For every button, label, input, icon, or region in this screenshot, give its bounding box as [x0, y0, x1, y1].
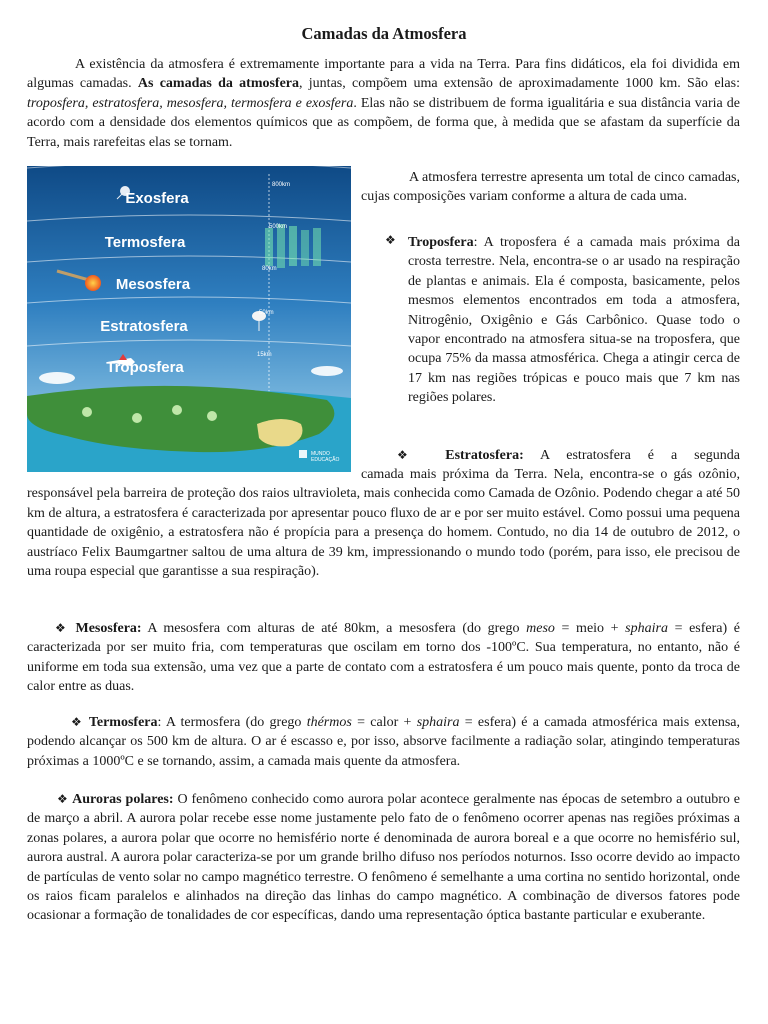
figure-layer-label: Exosfera	[125, 190, 189, 207]
troposfera-paragraph	[385, 233, 740, 408]
termosfera-paragraph: ❖ Termosfera: A termosfera (do grego thérmos = calor + sphaira = esfera) é a camada atmosférica mais extensa, podendo alcançar os 500 km de altura. O ar é escasso e, por isso, absorve facilmente a radiação solar, atingindo temperaturas próximas a 1000ºC e se tornando, assim, a camada mais quente da atmosfera.	[27, 715, 740, 769]
mesosfera-heading: Mesosfera:	[75, 621, 142, 636]
intro-paragraph	[27, 55, 740, 152]
auroras-heading: Auroras polares:	[72, 792, 174, 807]
figure-layer-label: Mesosfera	[115, 276, 191, 293]
svg-text:EDUCAÇÃO: EDUCAÇÃO	[311, 457, 340, 463]
four-diamond-bullet-icon: ❖	[71, 715, 84, 729]
estratosfera-heading: Estratosfera:	[445, 448, 524, 463]
atmosphere-illustration	[27, 166, 351, 472]
estratosfera-text: A estratosfera é a segunda	[523, 448, 740, 463]
figure-layer-label: Troposfera	[106, 359, 184, 376]
figure-layer-label: Termosfera	[104, 234, 186, 251]
svg-text:MUNDO: MUNDO	[311, 451, 330, 457]
troposfera-section	[385, 233, 740, 408]
estratosfera-text: camada mais próxima da Terra. Nela, encontra-se o gás ozônio, responsável pela barreira de proteção dos raios ultravioleta, mais conhecida como Camada de Ozônio. Podendo chegar a até 50 km de altura, a estratosfera é caracterizada por apresentar pouco fluxo de ar e por ser muito estável. Como possui uma pequena quantidade de oxigênio, a estratosfera não é propícia para a presença do homem. Contudo, no dia 14 de outubro de 2012, o austríaco Felix Baumgartner saltou de uma altura de 39 km, impressionando o mundo todo (porém, para isso, ele precisou de uma roupa especial que garantisse a sua respiração).	[27, 467, 740, 580]
figure-altitude-label: 500km	[269, 224, 288, 230]
four-diamond-bullet-icon: ❖	[385, 233, 396, 247]
atmosphere-layers-figure	[27, 166, 351, 472]
figure-altitude-label: 15km	[257, 352, 272, 358]
intro-text: , juntas, compõem uma extensão de aproximadamente 1000 km. São elas:	[299, 76, 740, 92]
estratosfera-paragraph	[27, 465, 740, 581]
figure-layer-label: Estratosfera	[100, 318, 188, 335]
four-diamond-bullet-icon: ❖	[55, 621, 69, 635]
four-diamond-bullet-icon: ❖	[397, 448, 422, 462]
page-title: Camadas da Atmosfera	[301, 24, 467, 43]
figure-altitude-label: 80km	[262, 266, 277, 272]
intro-text: . Elas não se distribuem de forma igualitária e sua distância varia de acordo com a densidade dos elementos químicos que as compõem, de forma que, à medida que se afastam da superfície da Terra, mais rarefeitas elas se tornam.	[27, 95, 740, 150]
termosfera-heading: Termosfera	[88, 715, 158, 730]
auroras-text: O fenômeno conhecido como aurora polar acontece geralmente nas épocas de setembro a outubro e de março a abril. A aurora polar recebe esse nome justamente pelo fato de o fenômeno ocorrer apenas nas regiões próximas a zonas polares, a aurora polar que ocorre no hemisfério norte é denominada de aurora boreal e a que ocorre no hemisfério sul, aurora austral. A aurora polar caracteriza-se por um grande brilho difuso nos períodos noturnos. Isso ocorre devido ao impacto de partículas de vento solar no campo magnético terrestre. O fenômeno é semelhante a uma cortina no sentido horizontal, onde os raios ficam paralelos e alinhados na direção das linhas do campo magnético. A combinação de diversos fatores pode ocasionar a formação de tonalidades de cor específicas, dando uma representação óptica bastante particular e exuberante.	[27, 792, 740, 924]
auroras-paragraph	[27, 790, 740, 926]
troposfera-text: : A troposfera é a camada mais próxima da crosta terrestre. Nela, encontra-se o ar usado na respiração de plantas e animais. Ela é composta, basicamente, pelos mesmos elementos encontrados em toda a atmosfera, Nitrogênio, Oxigênio e Gás Carbônico. Quase todo o vapor encontrado na atmosfera situa-se na troposfera, que ocupa 75% da massa atmosférica. Chega a atingir cerca de 17 km nas regiões trópicas e pouco mais que 7 km nas regiões polares.	[408, 235, 740, 406]
figure-altitude-label: 50km	[259, 310, 274, 316]
estratosfera-heading-line	[361, 446, 740, 465]
four-diamond-bullet-icon: ❖	[57, 792, 69, 806]
intro-italic-layers: troposfera, estratosfera, mesosfera, termosfera e exosfera	[27, 95, 354, 111]
atmosphere-intro-paragraph: A atmosfera terrestre apresenta um total de cinco camadas, cujas composições variam conforme a altura de cada uma.	[361, 170, 740, 205]
figure-altitude-label: 800km	[272, 182, 291, 188]
intro-text: A existência da atmosfera é extremamente importante para a vida na Terra. Para fins didáticos, ela foi dividida em algumas camadas.	[27, 57, 740, 92]
intro-bold: As camadas da atmosfera	[137, 76, 300, 92]
troposfera-heading: Troposfera	[408, 235, 474, 250]
mesosfera-paragraph: ❖ Mesosfera: A mesosfera com alturas de até 80km, a mesosfera (do grego meso = meio + sphaira = esfera) é caracterizada por ser muito fria, com temperaturas que oscilam em torno dos -100ºC. Sua temperatura, no entanto, não é uniforme em toda sua extensão, uma vez que a parte de contato com a estratosfera é um pouco mais quente, ponto da troca de calor entre as duas.	[27, 621, 741, 695]
